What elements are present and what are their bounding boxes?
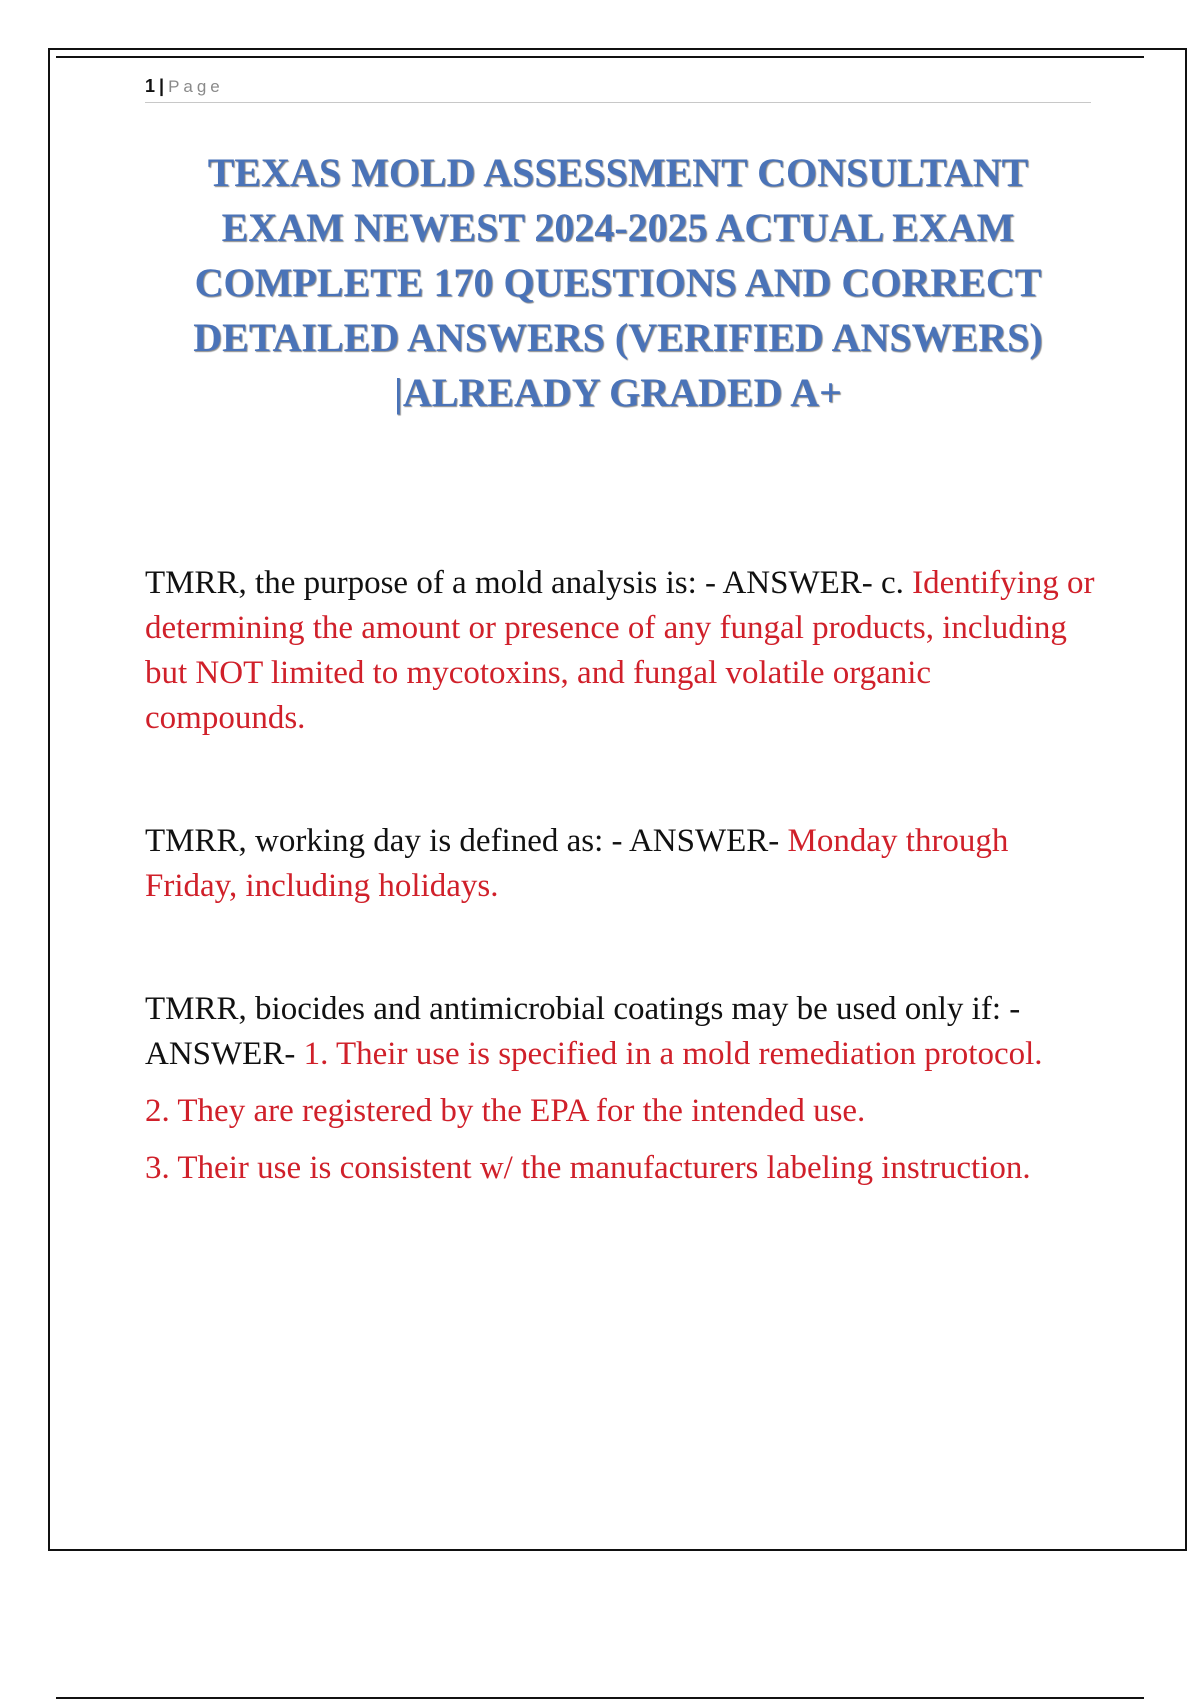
answer-2-text: Monday through Friday, including holidays. <box>145 823 1009 904</box>
page-number: 1 <box>145 76 156 96</box>
title-line-3: COMPLETE 170 QUESTIONS AND CORRECT <box>194 260 1042 305</box>
question-2-text: TMRR, working day is defined as: - ANSWER- <box>145 823 780 859</box>
title-line-1: TEXAS MOLD ASSESSMENT CONSULTANT <box>207 150 1029 195</box>
document-title <box>145 145 1091 420</box>
page-separator: | <box>159 76 165 96</box>
bottom-rule <box>56 1697 1144 1699</box>
question-1-text: TMRR, the purpose of a mold analysis is: - ANSWER- c. <box>145 565 904 601</box>
answer-3-item-1: 1. Their use is specified in a mold remediation protocol. <box>303 1036 1043 1072</box>
answer-1-text: Identifying or determining the amount or presence of any fungal products, including but NOT limited to mycotoxins, and fungal volatile organic compounds. <box>145 565 1095 736</box>
page-header <box>145 74 1091 103</box>
question-block-1 <box>145 561 1095 741</box>
answer-3-item-3: 3. Their use is consistent w/ the manufacturers labeling instruction. <box>145 1150 1031 1186</box>
title-line-5: |ALREADY GRADED A+ <box>394 370 842 415</box>
question-block-3 <box>145 987 1095 1191</box>
question-3-text: TMRR, biocides and antimicrobial coatings may be used only if: - ANSWER- <box>145 991 1021 1072</box>
answer-3-item-2: 2. They are registered by the EPA for the intended use. <box>145 1093 866 1129</box>
title-line-4: DETAILED ANSWERS (VERIFIED ANSWERS) <box>193 315 1043 360</box>
question-block-2 <box>145 819 1095 909</box>
question-1 <box>145 561 1095 741</box>
question-3 <box>145 987 1095 1077</box>
top-rule <box>56 56 1144 58</box>
question-2 <box>145 819 1095 909</box>
title-line-2: EXAM NEWEST 2024-2025 ACTUAL EXAM <box>221 205 1015 250</box>
page-label: Page <box>168 77 224 96</box>
